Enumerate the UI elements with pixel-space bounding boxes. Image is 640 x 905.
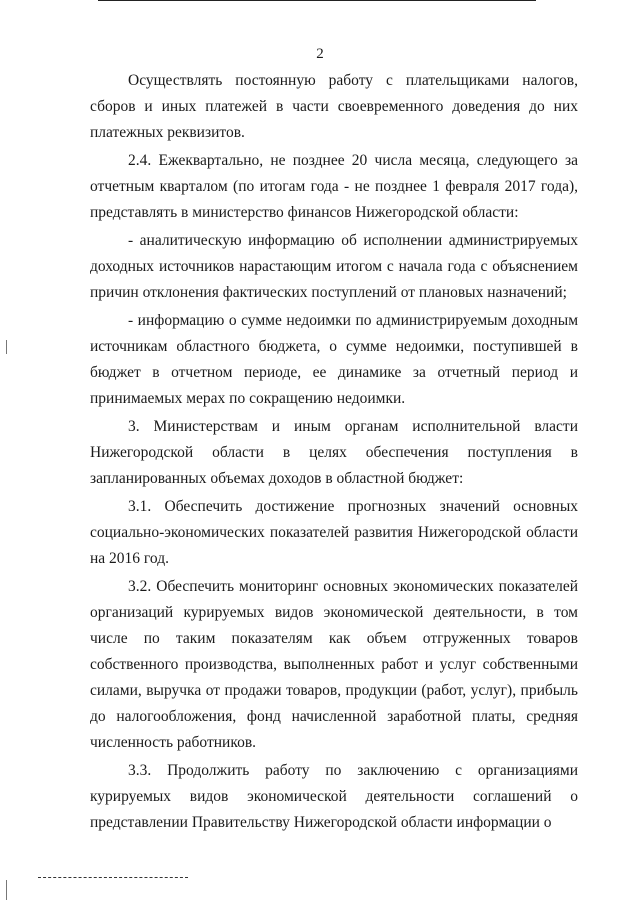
paragraph-3: 3. Министерствам и иным органам исполнительной власти Нижегородской области в целях обеспечения поступления в запланированных объемах доходов в областной бюджет: xyxy=(90,418,578,487)
footer-dashes xyxy=(38,877,188,878)
top-rule xyxy=(98,0,536,1)
scan-artifact xyxy=(6,340,7,354)
paragraph-arrears-info: - информацию о сумме недоимки по администрируемым доходным источникам областного бюджета, о сумме недоимки, поступившей в бюджет в отчетном периоде, ее динамике за отчетный период и принимаемых мерах по сокращению недоимки. xyxy=(90,312,578,407)
paragraph-3-3: 3.3. Продолжить работу по заключению с организациями курируемых видов экономической деятельности соглашений о представлении Правительству Нижегородской области информации о xyxy=(90,762,578,831)
paragraph-payment-details: Осуществлять постоянную работу с плательщиками налогов, сборов и иных платежей в части своевременного доведения до них платежных реквизитов. xyxy=(90,72,578,141)
scan-artifact xyxy=(6,880,7,900)
paragraph-3-1: 3.1. Обеспечить достижение прогнозных значений основных социально-экономических показателей развития Нижегородской области на 2016 год. xyxy=(90,498,578,567)
page-number: 2 xyxy=(316,46,324,62)
paragraph-analytic-info: - аналитическую информацию об исполнении администрируемых доходных источников нарастающим итогом с начала года с объяснением причин отклонения фактических поступлений от плановых назначений; xyxy=(90,232,578,301)
paragraph-3-2: 3.2. Обеспечить мониторинг основных экономических показателей организаций курируемых видов экономической деятельности, в том числе по таким показателям как объем отгруженных товаров собственного производства, выполненных работ и услуг собственными силами, выручка от продажи товаров, продукции (работ, услуг), прибыль до налогообложения, фонд начисленной заработной платы, средняя численность работников. xyxy=(90,578,578,751)
document-body xyxy=(90,68,578,838)
paragraph-2-4: 2.4. Ежеквартально, не позднее 20 числа месяца, следующего за отчетным кварталом (по итогам года - не позднее 1 февраля 2017 года), представлять в министерство финансов Нижегородской области: xyxy=(90,152,578,221)
